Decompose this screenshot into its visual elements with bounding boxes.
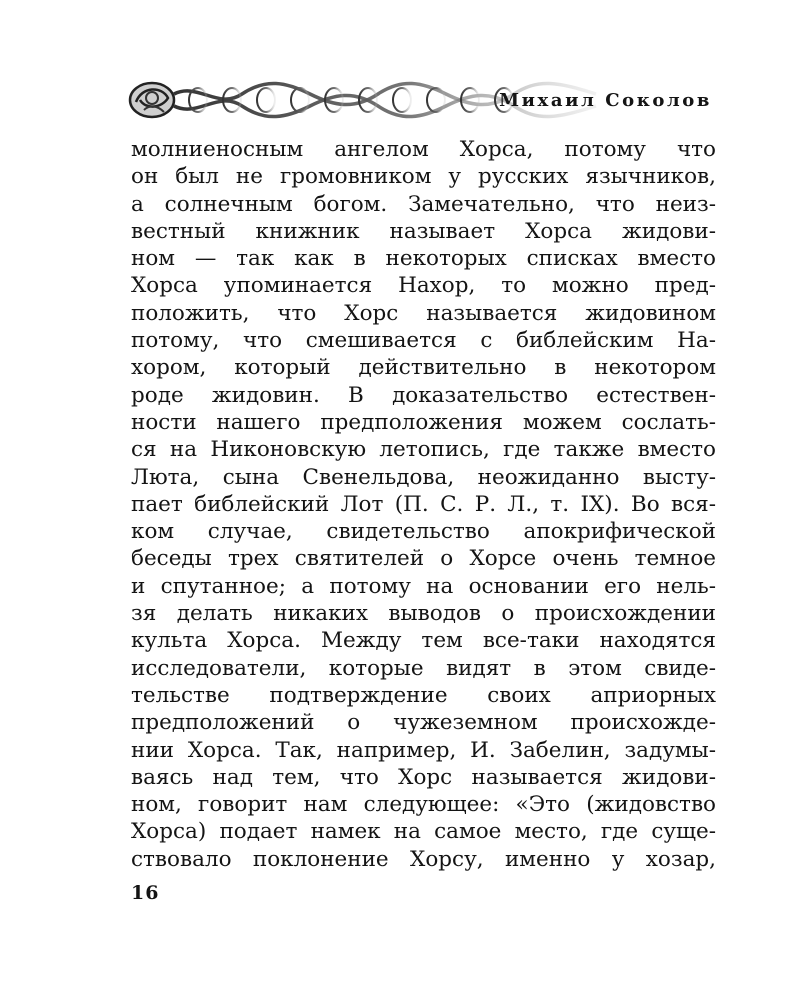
text-line: вестный книжник называет Хорса жидови- [131,218,716,244]
text-line: ном — так как в некоторых списках вместо [131,246,716,272]
text-line: нии Хорса. Так, например, И. Забелин, задумы- [131,737,716,763]
text-line: ком случае, свидетельство апокрифической [131,519,716,545]
text-line: потому, что смешивается с библейским На- [131,328,716,354]
page-number: 16 [131,882,160,904]
text-line: и спутанное; а потому на основании его нель- [131,573,716,599]
text-line: исследователи, которые видят в этом свиде- [131,655,716,681]
running-header [128,80,718,120]
text-line: культа Хорса. Между тем все-таки находятся [131,628,716,654]
text-line: а солнечным богом. Замечательно, что неиз- [131,191,716,217]
text-line: ном, говорит нам следующее: «Это (жидовство [131,792,716,818]
text-line: зя делать никаких выводов о происхождении [131,601,716,627]
text-line: ности нашего предположения можем сослать- [131,409,716,435]
text-line: ся на Никоновскую летопись, где также вместо [131,437,716,463]
text-line: положить, что Хорс называется жидовином [131,300,716,326]
text-line: тельстве подтверждение своих априорных [131,682,716,708]
header-author: Михаил Соколов [499,90,712,111]
text-line: Хорса) подает намек на самое место, где суще- [131,819,716,845]
text-line: пает библейский Лот (П. С. Р. Л., т. IX). Во вся- [131,491,716,517]
text-line: он был не громовником у русских язычников, [131,164,716,190]
text-line: Люта, сына Свенельдова, неожиданно высту- [131,464,716,490]
text-line: ваясь над тем, что Хорс называется жидови- [131,764,716,790]
text-line: предположений о чужеземном происхожде- [131,710,716,736]
text-line: беседы трех святителей о Хорсе очень темное [131,546,716,572]
text-line: Хорса упоминается Нахор, то можно пред- [131,273,716,299]
text-line: ствовало поклонение Хорсу, именно у хозар, [131,846,716,872]
text-line: роде жидовин. В доказательство естествен- [131,382,716,408]
text-line: хором, который действительно в некотором [131,355,716,381]
text-line: молниеносным ангелом Хорса, потому что [131,137,716,162]
body-text [131,136,716,873]
